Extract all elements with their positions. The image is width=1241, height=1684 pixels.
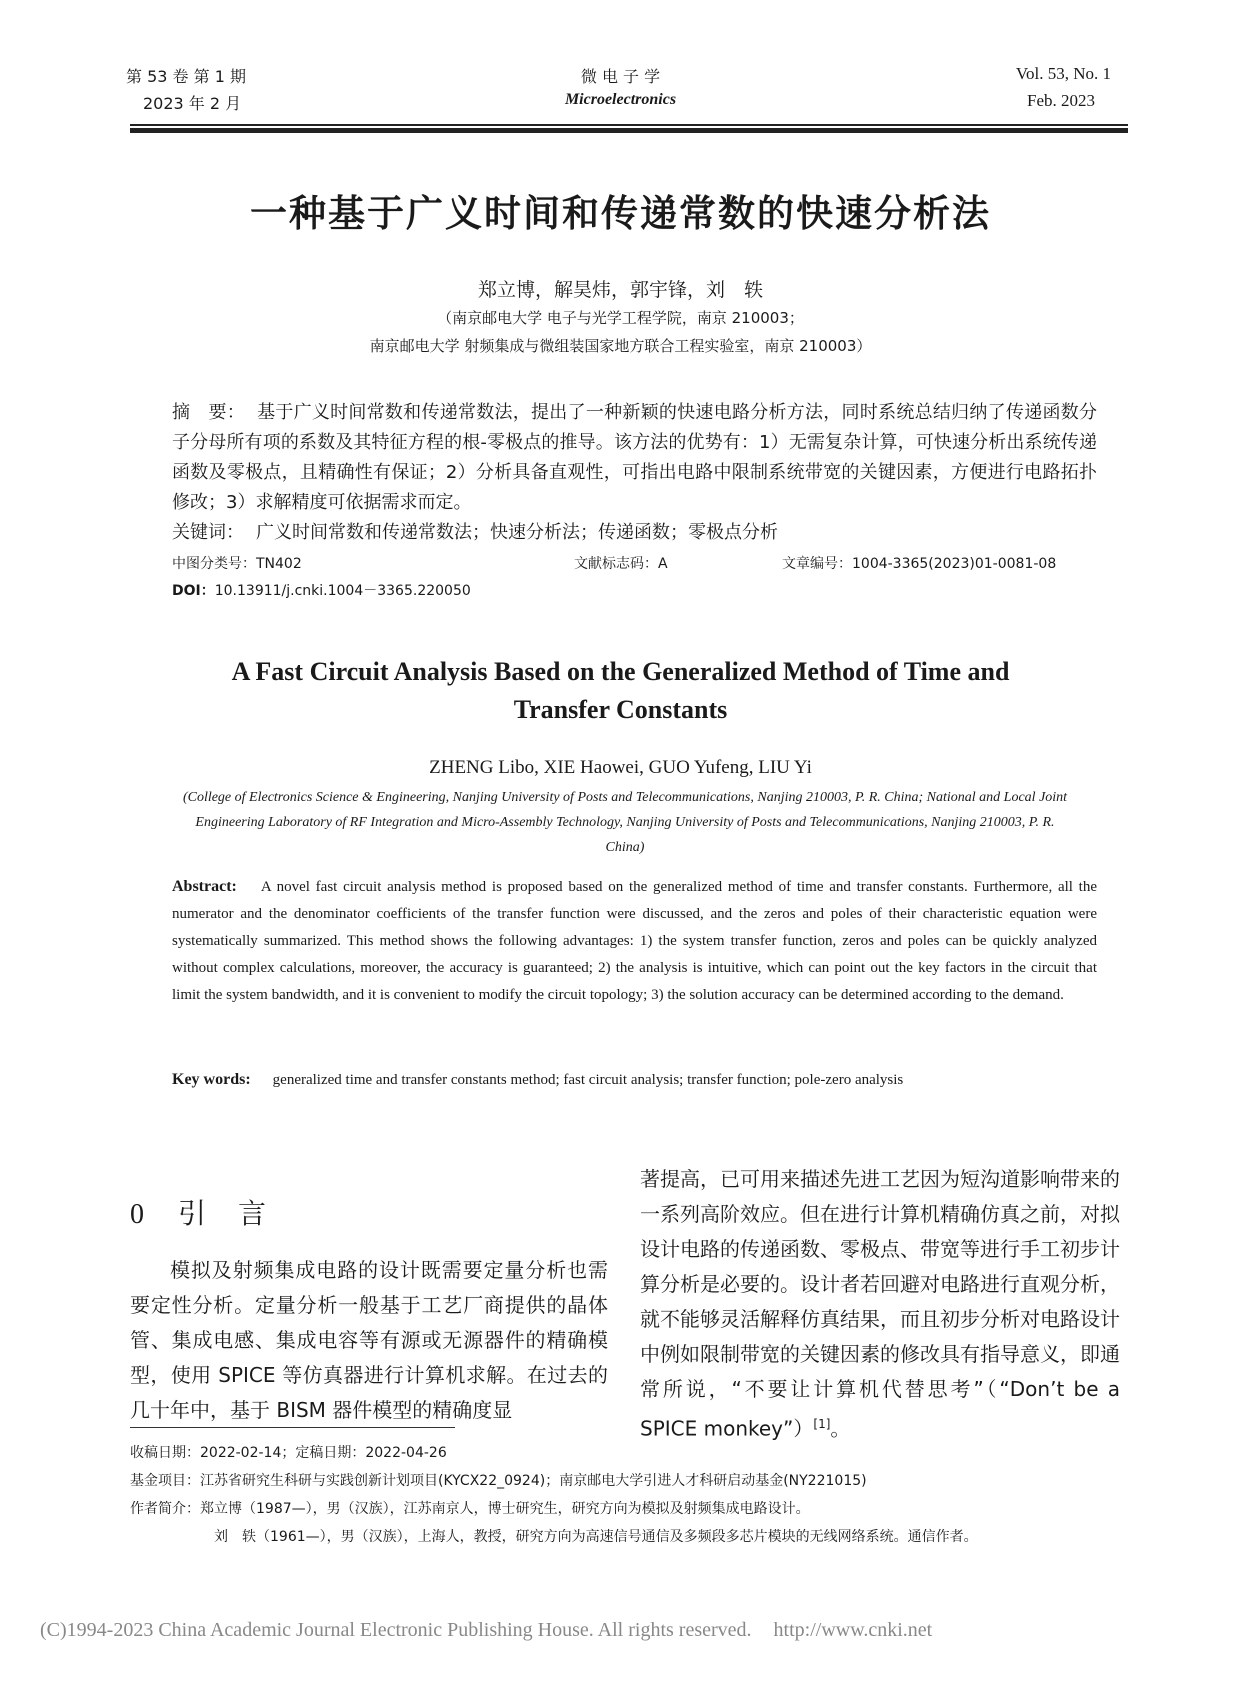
body-right-end: 。 [830,1416,851,1441]
header-date-en: Feb. 2023 [1027,91,1095,110]
cn-abstract-label: 摘 要： [172,402,246,423]
en-title-line2: Transfer Constants [513,695,728,724]
en-keywords-text: generalized time and transfer constants method; fast circuit analysis; transfer function; pole-zero analysis [272,1072,904,1088]
cn-authors: 郑立博，解昊炜，郭宇锋，刘 轶 [477,279,763,301]
en-abstract [172,873,1097,1009]
footnote-author2: 刘 轶（1961—），男（汉族），上海人，教授，研究方向为高速信号通信及多频段多芯片模块的无线网络系统。通信作者。 [214,1529,978,1545]
cn-doc-code: 文献标志码：A [574,556,668,572]
cn-doi [172,580,471,600]
header-rule-thick [130,128,1128,133]
en-title [0,653,1241,729]
footnote-fund: 基金项目：江苏省研究生科研与实践创新计划项目(KYCX22_0924)；南京邮电大学引进人才科研启动基金(NY221015) [130,1473,867,1489]
footer-copyright: (C)1994-2023 China Academic Journal Electronic Publishing House. All rights reserved. [40,1619,752,1641]
footnote-rule [130,1427,455,1428]
cn-article-no: 文章编号：1004-3365(2023)01-0081-08 [782,556,1057,572]
cn-abstract-text: 基于广义时间常数和传递常数法，提出了一种新颖的快速电路分析方法，同时系统总结归纳了传递函数分子分母所有项的系数及其特征方程的根-零极点的推导。该方法的优势有：1）无需复杂计算，可快速分析出系统传递函数及零极点，且精确性有保证；2）分析具备直观性，可指出电路中限制系统带宽的关键因素，方便进行电路拓扑修改；3）求解精度可依据需求而定。 [172,402,1097,513]
en-authors: ZHENG Libo, XIE Haowei, GUO Yufeng, LIU Yi [429,757,812,778]
cn-clc: 中图分类号：TN402 [172,556,302,572]
cn-keywords-label: 关键词： [172,522,244,543]
body-right-text: 著提高，已可用来描述先进工艺因为短沟道影响带来的一系列高阶效应。但在进行计算机精确仿真之前，对拟设计电路的传递函数、零极点、带宽等进行手工初步计算分析是必要的。设计者若回避对电路进行直观分析，就不能够灵活解释仿真结果，而且初步分析对电路设计中例如限制带宽的关键因素的修改具有指导意义，即通常所说，“不要让计算机代替思考”（“Don’t be a SPICE monkey”） [640,1167,1120,1441]
header-rule-thin [130,124,1128,126]
body-right-column [640,1162,1120,1447]
section-number: 0 [130,1199,144,1230]
cn-title: 一种基于广义时间和传递常数的快速分析法 [250,192,991,235]
cn-keywords [172,518,1097,548]
section-title: 引言 [178,1197,299,1230]
cn-affiliation-2: 南京邮电大学 射频集成与微组装国家地方联合工程实验室，南京 210003） [369,337,872,355]
citation-ref: [1] [813,1417,831,1431]
en-keywords-label: Key words: [172,1071,251,1088]
header-journal-en: Microelectronics [564,91,677,108]
footnotes [130,1439,1128,1551]
en-abstract-label: Abstract: [172,878,237,895]
en-keywords [172,1066,1097,1094]
header-journal-cn: 微 电 子 学 [580,67,661,86]
body-left-column: 模拟及射频集成电路的设计既需要定量分析也需要定性分析。定量分析一般基于工艺厂商提供的晶体管、集成电感、集成电容等有源或无源器件的精确模型，使用 SPICE 等仿真器进行计算机求解。在过去的几十年中，基于 BISM 器件模型的精确度显 [130,1258,608,1422]
header-volume-issue: 第 53 卷 第 1 期 [126,67,246,86]
cn-keywords-text: 广义时间常数和传递常数法；快速分析法；传递函数；零极点分析 [256,522,778,543]
en-title-line1: A Fast Circuit Analysis Based on the Generalized Method of Time and [231,657,1010,686]
page-footer [40,1619,932,1642]
en-affiliation: (College of Electronics Science & Engineering, Nanjing University of Posts and Telecommunications, Nanjing 210003, P. R. China; National and Local Joint Engineering Laboratory of RF Integration and Micro-Assembly Technology, Nanjing University of Posts and Telecommunications, Nanjing 210003, P. R. China) [182,790,1068,855]
cn-affiliation-1: （南京邮电大学 电子与光学工程学院，南京 210003； [437,309,804,327]
header-volume-en: Vol. 53, No. 1 [1015,64,1111,83]
footnote-received: 收稿日期：2022-02-14；定稿日期：2022-04-26 [130,1445,447,1461]
header-date-cn: 2023 年 2 月 [143,94,242,113]
cn-abstract [172,398,1097,518]
section-heading [130,1192,298,1232]
en-abstract-text: A novel fast circuit analysis method is proposed based on the generalized method of time and transfer constants. Furthermore, all the numerator and the denominator coefficients of the transfer function were discussed, and the zeros and poles of their characteristic equation were systematically summarized. This method shows the following advantages: 1) the system transfer function, zeros and poles can be quickly analyzed without complex calculations, moreover, the accuracy is guaranteed; 2) the analysis is intuitive, which can point out the key factors in the circuit that limit the system bandwidth, and it is convenient to modify the circuit topology; 3) the solution accuracy can be determined according to the demand. [172,879,1097,1003]
doi-value: 10.13911/j.cnki.1004－3365.220050 [214,583,471,599]
footnote-author1: 作者简介：郑立博（1987—），男（汉族），江苏南京人，博士研究生，研究方向为模拟及射频集成电路设计。 [130,1501,810,1517]
footer-url[interactable]: http://www.cnki.net [773,1619,933,1641]
doi-label: DOI： [172,583,215,599]
